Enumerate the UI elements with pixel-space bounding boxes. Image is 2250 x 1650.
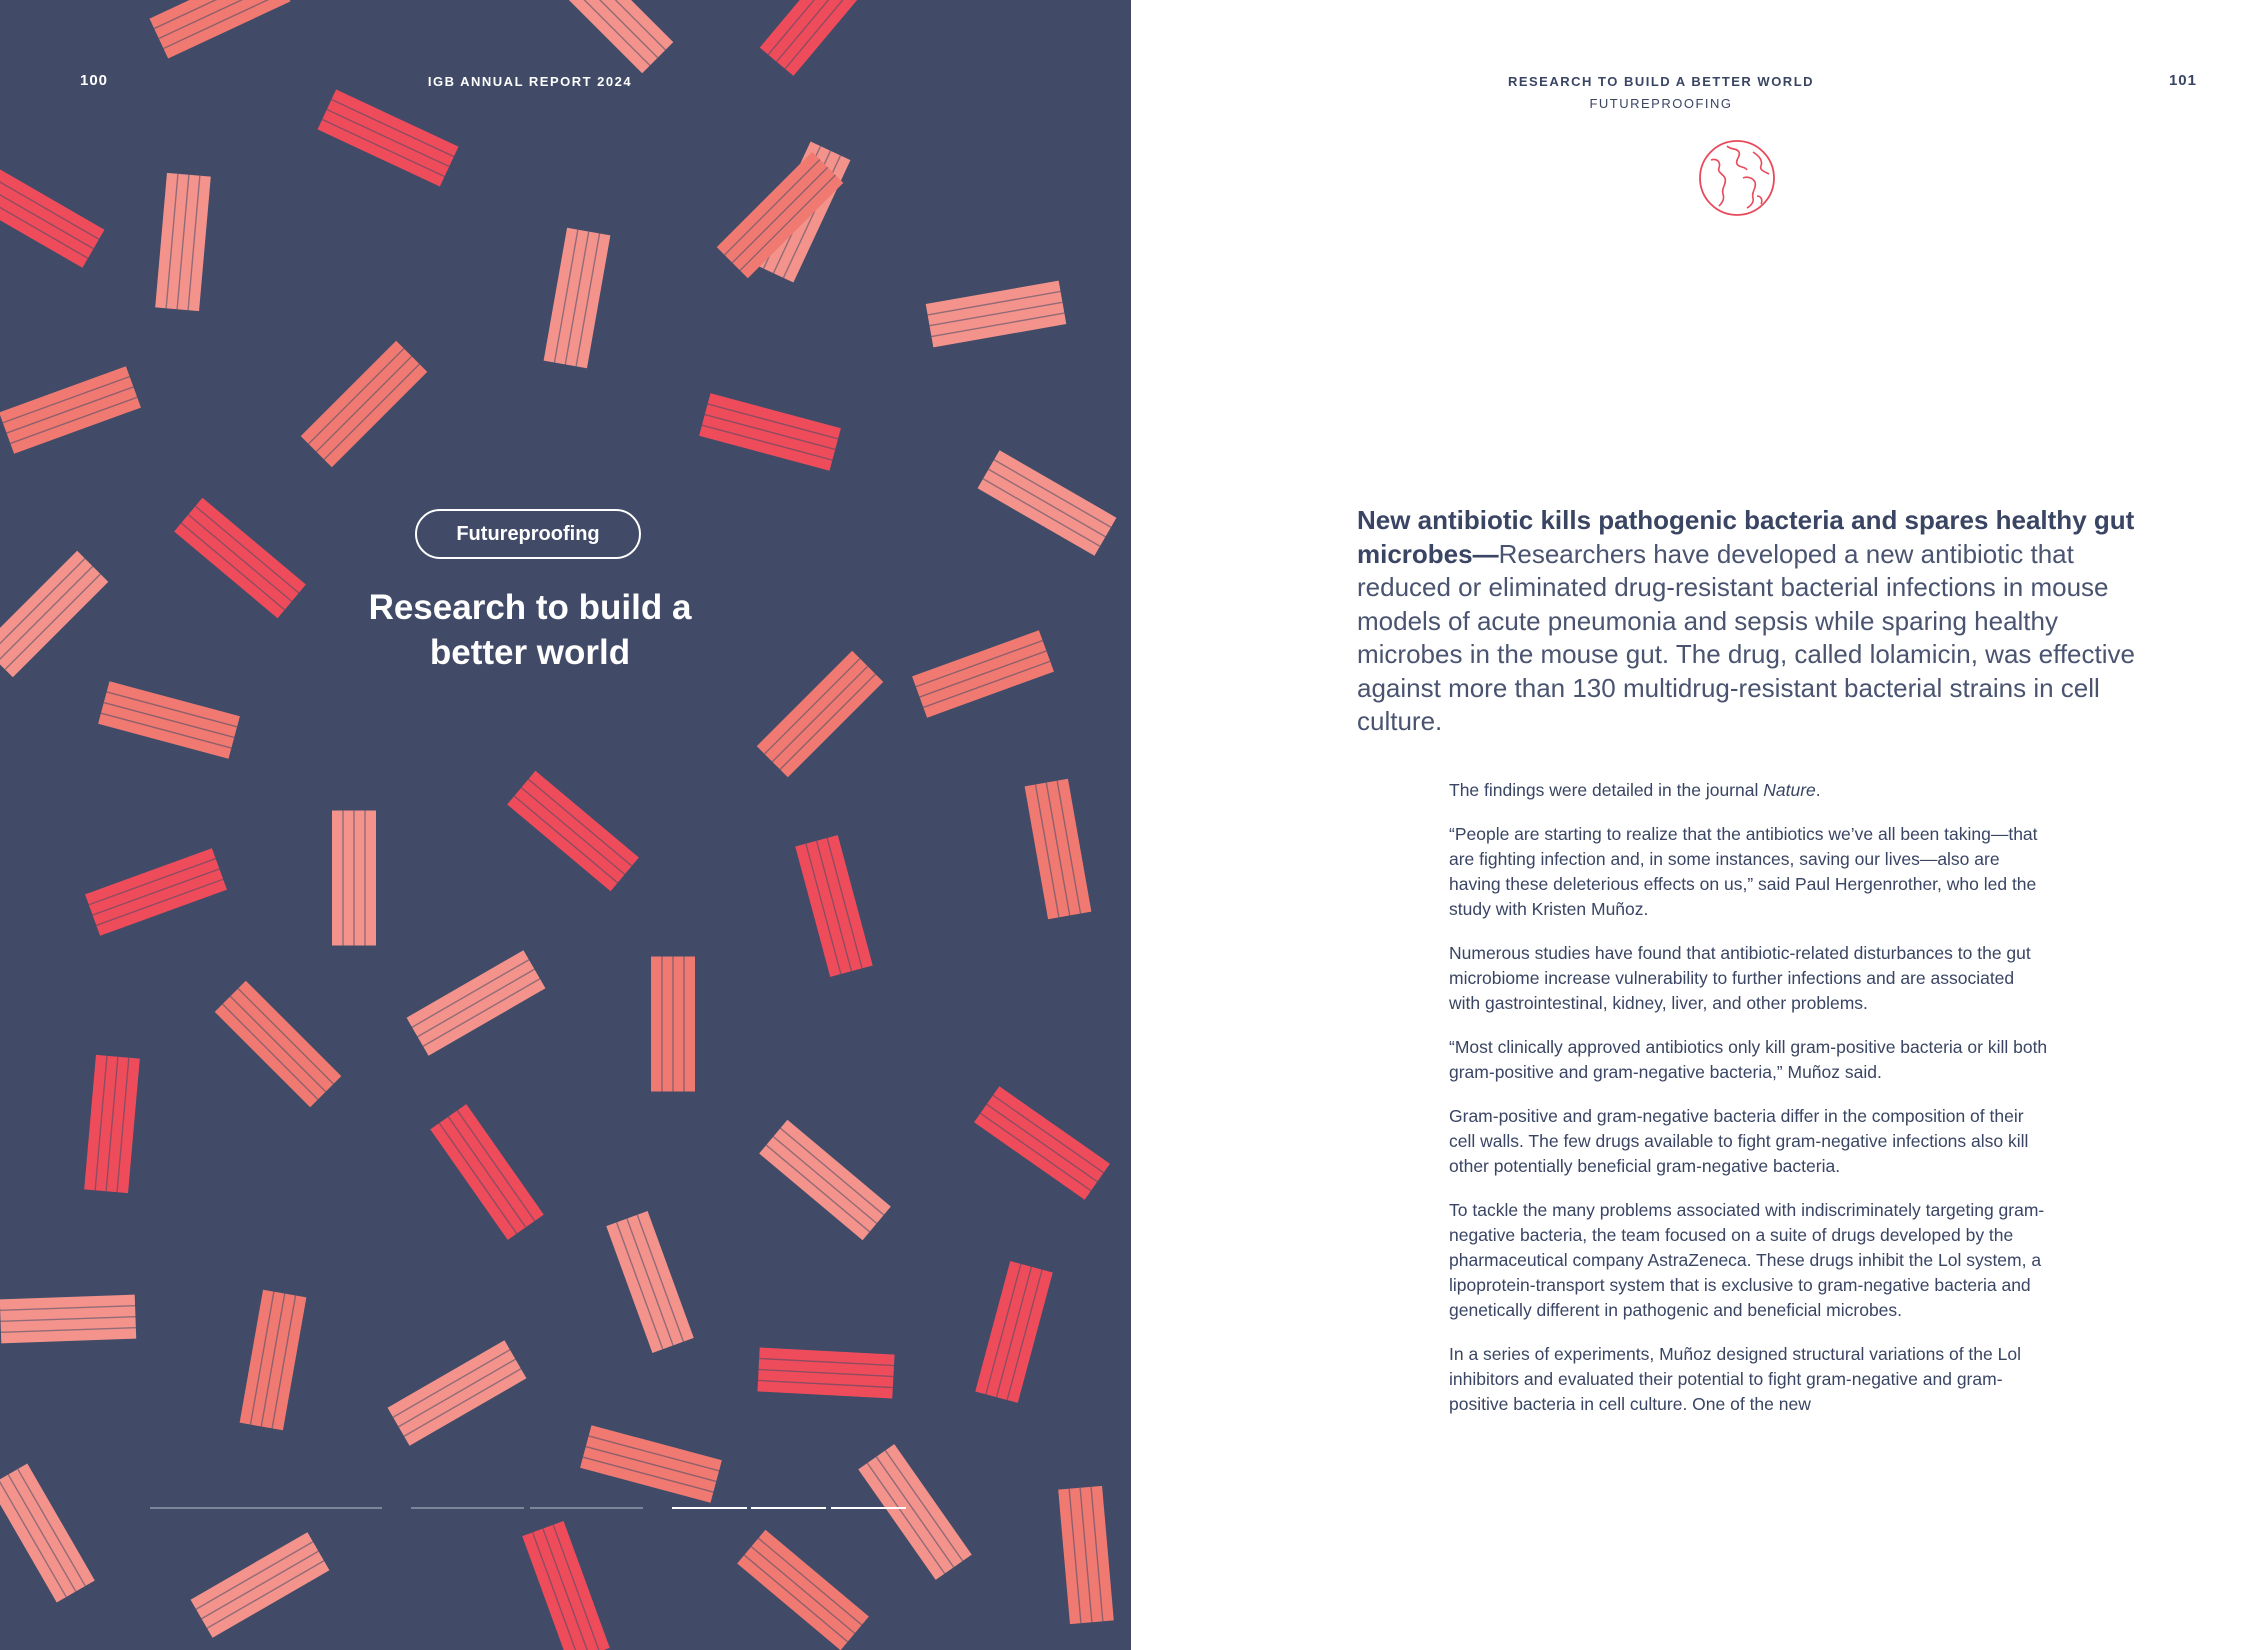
confetti-stripe-block: [98, 681, 240, 758]
paragraph: In a series of experiments, Muñoz designed structural variations of the Lol inhibitors and evaluated their potential to fight gram-negative and gram-positive bacteria in cell culture. One of the new: [1449, 1344, 2021, 1414]
running-head-left: IGB ANNUAL REPORT 2024: [427, 74, 633, 89]
paragraph: To tackle the many problems associated with indiscriminately targeting gram-negative bacteria, the team focused on a suite of drugs developed by the pharmaceutical company AstraZeneca. These drugs inhibit the Lol system, a lipoprotein-transport system that is exclusive to gram-negative bacteria and genetically different in pathogenic and beneficial microbes.: [1449, 1200, 2045, 1320]
paragraph-text: The findings were detailed in the journal: [1449, 780, 1764, 800]
lede-paragraph: [1357, 504, 2147, 739]
confetti-stripe-block: [507, 771, 639, 891]
progress-segment-active: [831, 1507, 906, 1509]
confetti-stripe-block: [795, 835, 872, 977]
confetti-stripe-block: [332, 811, 376, 946]
confetti-stripe-block: [0, 366, 141, 454]
paragraph: [1449, 778, 2049, 803]
confetti-stripe-block: [606, 1211, 694, 1353]
confetti-stripe-block: [155, 173, 211, 311]
progress-segment-active: [751, 1507, 826, 1509]
confetti-stripe-block: [301, 341, 428, 468]
confetti-stripe-block: [407, 950, 546, 1056]
confetti-stripe-block: [388, 1340, 527, 1446]
confetti-stripe-block: [760, 0, 880, 76]
paragraph-end: .: [1815, 780, 1821, 800]
confetti-stripe-block: [757, 651, 884, 778]
paragraph: Gram-positive and gram-negative bacteria differ in the composition of their cell walls. The few drugs available to fight gram-negative infections also kill other potentially beneficial gram-negative bacteria.: [1449, 1106, 2029, 1176]
progress-segment: [411, 1507, 524, 1509]
lede-body: Researchers have developed a new antibiotic that reduced or eliminated drug-resistant bacterial infections in mouse models of acute pneumonia and sepsis while sparing healthy microbes in the mouse gut. The drug, called lolamicin, was effective against more than 130 multidrug-resistant bacterial strains in cell culture.: [1357, 538, 2135, 736]
confetti-stripe-block: [0, 162, 104, 268]
confetti-stripe-block: [737, 1530, 869, 1650]
progress-segment-active: [672, 1507, 747, 1509]
confetti-stripe-block: [1025, 779, 1092, 920]
confetti-stripe-block: [174, 498, 306, 618]
running-subhead-right: FUTUREPROOFING: [1589, 96, 1733, 111]
section-title: Research to build a better world: [368, 588, 692, 672]
progress-segment: [150, 1507, 382, 1509]
confetti-stripe-block: [547, 0, 674, 73]
article-body: [1449, 778, 2049, 1436]
confetti-stripe-block: [84, 1055, 140, 1193]
confetti-stripe-block: [926, 281, 1067, 348]
page-number-left: 100: [80, 72, 109, 89]
confetti-stripe-block: [0, 551, 108, 678]
progress-segment: [530, 1507, 643, 1509]
confetti-stripe-block: [975, 1261, 1052, 1403]
confetti-stripe-block: [912, 630, 1054, 718]
confetti-stripe-block: [215, 981, 342, 1108]
running-head-right: RESEARCH TO BUILD A BETTER WORLD: [1507, 74, 1815, 89]
globe-icon: [1697, 138, 1777, 218]
confetti-stripe-block: [0, 1295, 136, 1344]
confetti-stripe-block: [651, 957, 695, 1092]
confetti-stripe-block: [85, 848, 227, 936]
confetti-stripe-block: [0, 1464, 95, 1603]
confetti-stripe-block: [699, 393, 841, 470]
lede-headline: New antibiotic kills pathogenic bacteria and spares healthy gut microbes—: [1357, 505, 2135, 569]
confetti-stripe-block: [430, 1104, 543, 1240]
confetti-stripe-block: [759, 1120, 891, 1240]
page-number-right: 101: [2168, 72, 2197, 89]
confetti-stripe-block: [858, 1444, 971, 1580]
confetti-stripe-block: [240, 1290, 307, 1431]
confetti-stripe-block: [544, 228, 611, 369]
section-tag: Futureproofing: [415, 509, 641, 559]
confetti-stripe-block: [757, 1347, 894, 1398]
confetti-stripe-block: [318, 90, 459, 187]
paragraph: “People are starting to realize that the antibiotics we’ve all been taking—that are fighting infection and, in some instances, saving our lives—also are having these deleterious effects on us,” said Paul Hergenrother, who led the study with Kristen Muñoz.: [1449, 824, 2038, 919]
confetti-stripe-block: [150, 0, 291, 58]
confetti-stripe-block: [974, 1086, 1110, 1199]
confetti-stripe-block: [580, 1425, 722, 1502]
right-page: [1131, 0, 2250, 1650]
paragraph: Numerous studies have found that antibiotic-related disturbances to the gut microbiome increase vulnerability to further infections and are associated with gastrointestinal, kidney, liver, and other problems.: [1449, 943, 2031, 1013]
confetti-stripe-block: [1058, 1486, 1114, 1624]
journal-name: Nature: [1763, 780, 1816, 800]
confetti-stripe-block: [522, 1521, 610, 1650]
paragraph: “Most clinically approved antibiotics only kill gram-positive bacteria or kill both gram-positive and gram-negative bacteria,” Muñoz said.: [1449, 1037, 2048, 1082]
confetti-stripe-block: [191, 1532, 330, 1638]
confetti-stripe-block: [978, 450, 1117, 556]
